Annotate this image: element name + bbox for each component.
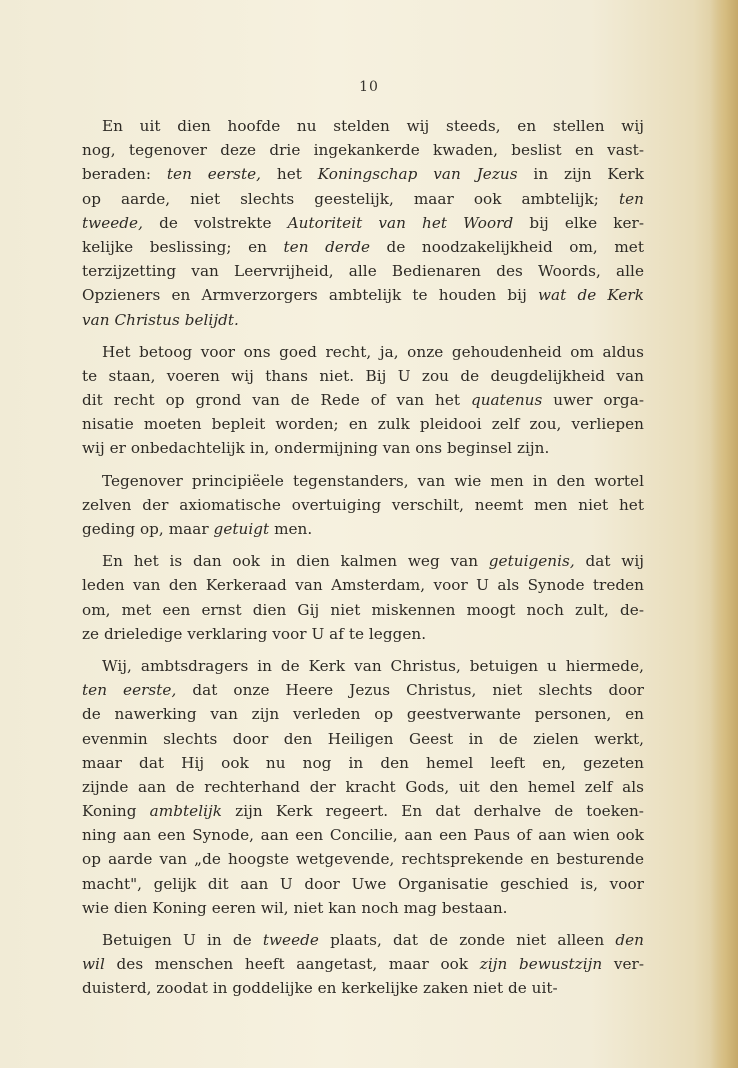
text-segment: dat onze Heere Jezus Christus, niet slechts door <box>176 681 644 700</box>
paragraph <box>82 928 644 1001</box>
page-edge-shadow <box>710 0 738 1068</box>
text-segment: En uit dien hoofde nu stelden wij steeds, en stellen wij <box>102 117 644 135</box>
italic-text: ambtelijk <box>149 802 223 821</box>
italic-text: quatenus <box>470 391 543 410</box>
text-line <box>82 549 644 573</box>
body-text <box>82 114 644 1009</box>
italic-text: tweede <box>262 931 319 949</box>
text-line <box>82 847 644 871</box>
text-segment: zijnde aan de rechterhand der kracht Gods, uit den hemel zelf als <box>82 777 644 796</box>
italic-text: ten eerste, <box>166 165 262 184</box>
text-line <box>82 928 644 952</box>
text-segment: om, met een ernst dien Gij niet miskennen moogt noch zult, de- <box>82 600 644 619</box>
italic-text: Autoriteit van het Woord <box>287 213 514 232</box>
text-line <box>82 187 644 211</box>
text-line <box>82 573 644 597</box>
text-segment: des menschen heeft aangetast, maar ook <box>104 955 480 974</box>
text-segment: terzijzetting van Leervrijheid, alle Bedienaren des Woords, alle <box>82 262 644 281</box>
text-segment: wie dien Koning eeren wil, niet kan noch mag bestaan. <box>82 898 508 917</box>
italic-text: wat de Kerk <box>537 286 644 305</box>
text-segment: duisterd, zoodat in goddelijke en kerkelijke zaken niet de uit- <box>82 979 558 998</box>
text-segment: ze drieledige verklaring voor U af te leggen. <box>82 624 427 643</box>
text-line <box>82 493 644 517</box>
text-line <box>82 469 644 493</box>
text-segment: dat wij <box>574 552 644 571</box>
italic-text: getuigenis, <box>488 552 575 571</box>
text-segment: zelven der axiomatische overtuiging verschilt, neemt men niet het <box>82 495 644 514</box>
paragraph <box>82 114 644 332</box>
text-segment: het <box>261 165 318 184</box>
text-line <box>82 654 644 678</box>
page-number: 10 <box>359 79 379 95</box>
italic-text: wil <box>82 955 105 974</box>
text-line <box>82 517 644 541</box>
text-segment: geding op, maar <box>82 520 214 538</box>
text-segment: beraden: <box>82 165 167 184</box>
text-segment: Opzieners en Armverzorgers ambtelijk te houden bij <box>82 286 538 305</box>
text-segment: leden van den Kerkeraad van Amsterdam, voor U als Synode treden <box>82 576 644 595</box>
italic-text: Koningschap van Jezus <box>317 165 518 184</box>
text-line <box>82 138 644 162</box>
text-segment: Wij, ambtsdragers in de Kerk van Christus, betuigen u hiermede, <box>102 656 644 675</box>
text-segment: nog, tegenover deze drie ingekankerde kwaden, beslist en vast- <box>82 141 644 160</box>
text-segment: Het betoog voor ons goed recht, ja, onze gehoudenheid om aldus <box>102 342 644 361</box>
text-line <box>82 308 644 332</box>
text-line <box>82 235 644 259</box>
paragraph <box>82 469 644 542</box>
text-line <box>82 259 644 283</box>
text-segment: nisatie moeten bepleit worden; en zulk pleidooi zelf zou, verliepen <box>82 415 644 434</box>
text-line <box>82 702 644 726</box>
paragraph <box>82 340 644 461</box>
text-segment: uwer orga- <box>542 391 644 410</box>
text-segment: En het is dan ook in dien kalmen weg van <box>102 552 489 571</box>
paragraph <box>82 654 644 920</box>
text-segment: men. <box>269 520 313 538</box>
italic-text: ten derde <box>283 237 370 256</box>
italic-text: den <box>615 931 644 949</box>
text-segment: te staan, voeren wij thans niet. Bij U zou de deugdelijkheid van <box>82 366 644 385</box>
text-segment: Betuigen U in de <box>102 931 263 949</box>
text-line <box>82 162 644 186</box>
text-line <box>82 622 644 646</box>
italic-text: tweede, <box>82 213 143 232</box>
text-line <box>82 283 644 307</box>
text-line <box>82 678 644 702</box>
text-segment: dit recht op grond van de Rede of van het <box>82 391 471 410</box>
italic-text: zijn bewustzijn <box>479 955 603 974</box>
text-segment: maar dat Hij ook nu nog in den hemel leeft en, gezeten <box>82 753 644 772</box>
text-segment: Koning <box>82 802 150 821</box>
text-line <box>82 823 644 847</box>
italic-text: van Christus belijdt. <box>82 310 239 329</box>
text-segment: in zijn Kerk <box>517 165 644 184</box>
text-line <box>82 896 644 920</box>
text-line <box>82 436 644 460</box>
text-line <box>82 775 644 799</box>
text-segment: op aarde van „de hoogste wetgevende, rechtsprekende en besturende <box>82 850 644 869</box>
text-line <box>82 412 644 436</box>
text-line <box>82 114 644 138</box>
text-segment: bij elke ker- <box>513 213 644 232</box>
text-segment: de volstrekte <box>142 213 288 232</box>
text-line <box>82 364 644 388</box>
italic-text: ten <box>618 189 644 208</box>
text-segment: kelijke beslissing; en <box>82 237 284 256</box>
text-segment: zijn Kerk regeert. En dat derhalve de toeken- <box>222 802 644 821</box>
paragraph <box>82 549 644 646</box>
text-line <box>82 727 644 751</box>
text-segment: Tegenover principiëele tegenstanders, van wie men in den wortel <box>102 471 644 490</box>
text-line <box>82 799 644 823</box>
text-line <box>82 598 644 622</box>
text-line <box>82 976 644 1000</box>
text-segment: ning aan een Synode, aan een Concilie, aan een Paus of aan wien ook <box>82 826 644 845</box>
text-line <box>82 952 644 976</box>
text-segment: evenmin slechts door den Heiligen Geest in de zielen werkt, <box>82 729 644 748</box>
italic-text: ten eerste, <box>82 681 177 700</box>
text-line <box>82 340 644 364</box>
italic-text: getuigt <box>213 520 270 538</box>
text-segment: plaats, dat de zonde niet alleen <box>318 931 616 949</box>
text-line <box>82 211 644 235</box>
text-line <box>82 751 644 775</box>
text-line <box>82 388 644 412</box>
text-segment: de noodzakelijkheid om, met <box>370 237 644 256</box>
text-segment: ver- <box>602 955 645 974</box>
text-line <box>82 872 644 896</box>
text-segment: op aarde, niet slechts geestelijk, maar ook ambtelijk; <box>82 189 619 208</box>
text-segment: wij er onbedachtelijk in, ondermijning van ons beginsel zijn. <box>82 439 550 458</box>
text-segment: de nawerking van zijn verleden op geestverwante personen, en <box>82 705 644 724</box>
text-segment: macht", gelijk dit aan U door Uwe Organisatie geschied is, voor <box>82 874 644 893</box>
